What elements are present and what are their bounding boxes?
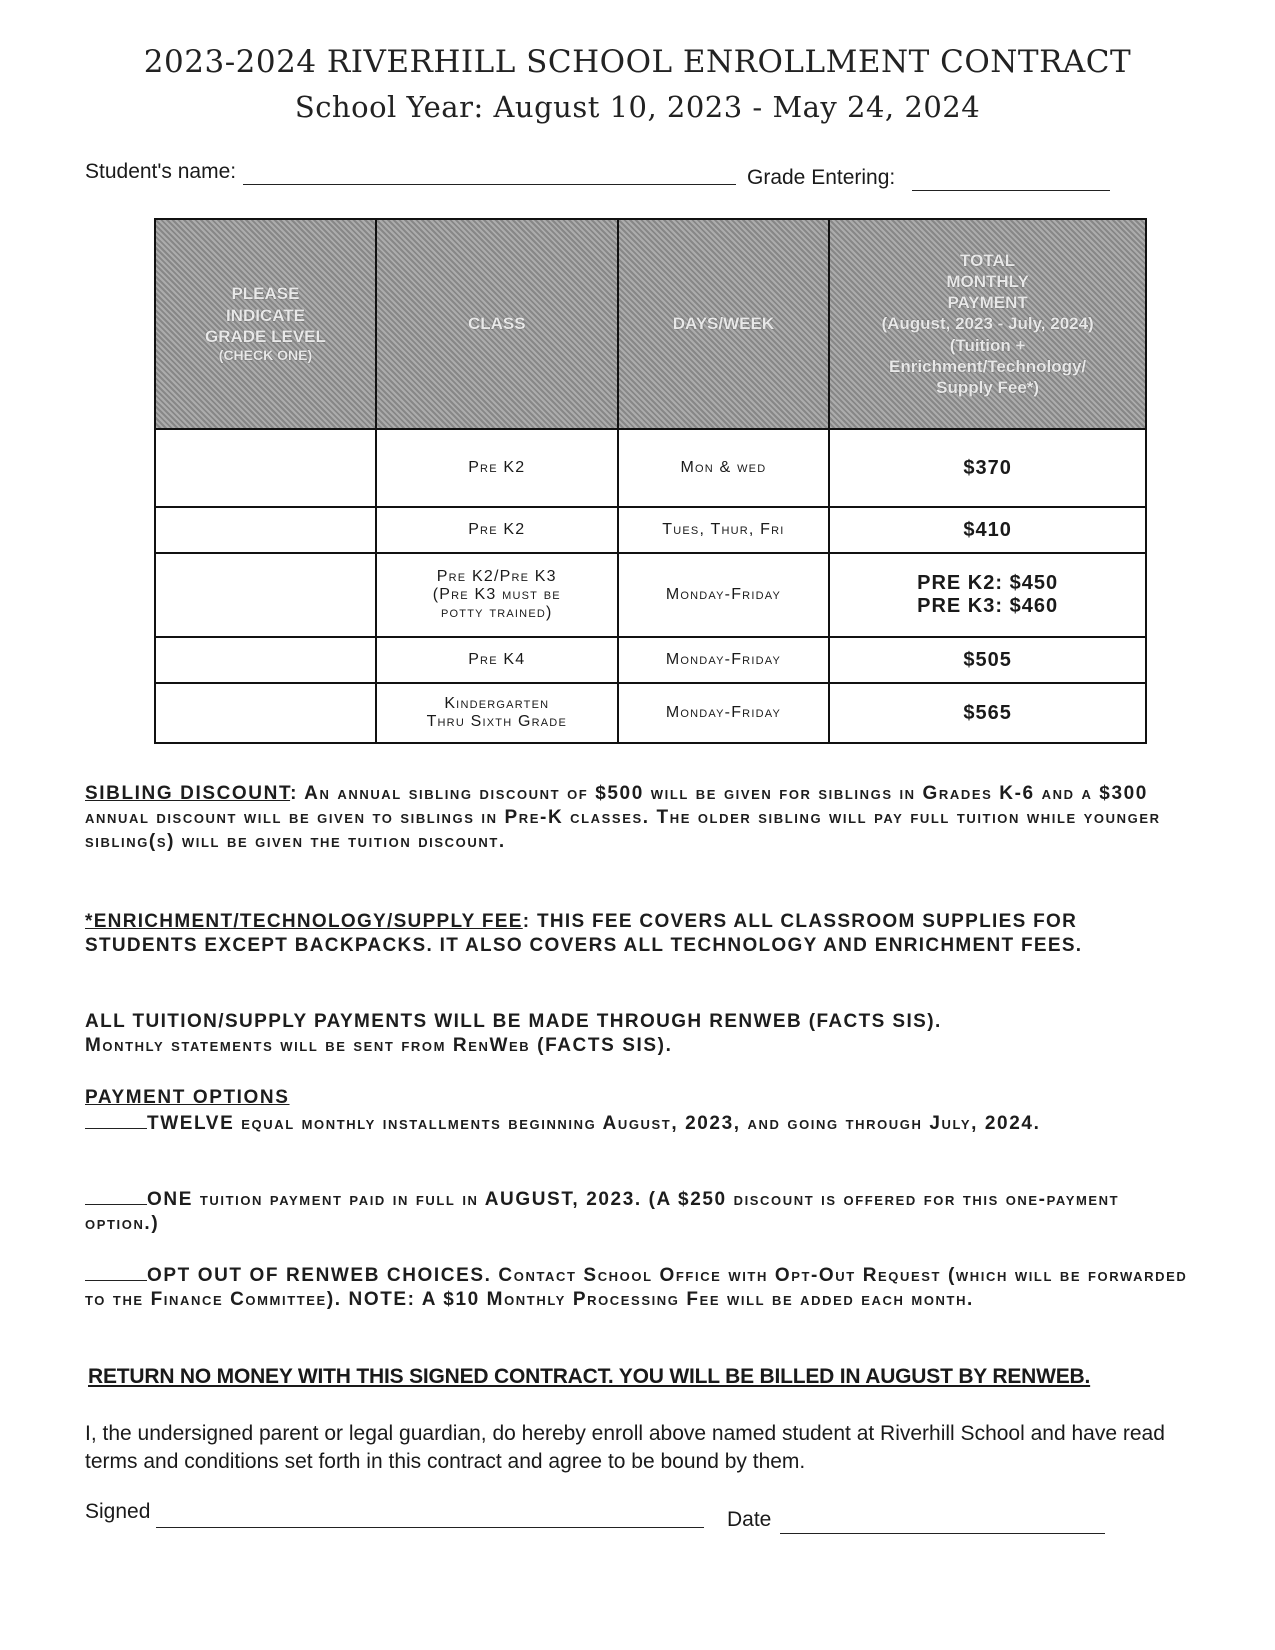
class-cell	[376, 683, 618, 743]
payment-option-opt-out	[85, 1262, 1195, 1312]
price-text: $565	[963, 701, 1012, 724]
header-text: PAYMENT	[947, 293, 1028, 313]
header-text: (August, 2023 - July, 2024)	[881, 314, 1094, 334]
days-text: Monday-Friday	[665, 651, 781, 668]
agreement-statement: I, the undersigned parent or legal guardian, do hereby enroll above named student at Riverhill School and have read terms and conditions set forth in this contract and agree to be bound by them.	[85, 1422, 1165, 1473]
option-one-blank[interactable]	[85, 1186, 147, 1205]
price-cell	[829, 429, 1146, 507]
class-text: (Pre K3 must be	[432, 586, 561, 603]
enrichment-fee-text: : THIS FEE COVERS ALL CLASSROOM SUPPLIES FOR STUDENTS EXCEPT BACKPACKS. IT ALSO COVERS ALL TECHNOLOGY AND ENRICHMENT FEES.	[85, 911, 1083, 956]
days-cell	[618, 683, 830, 743]
class-text: potty trained)	[441, 604, 553, 621]
table-row	[155, 637, 1146, 683]
sibling-discount-text: : An annual sibling discount of $500 will be given for siblings in Grades K-6 and a $300 annual discount will be given to siblings in Pre-K classes. The older sibling will pay full tuition while younger sibling(s) will be given the tuition discount.	[85, 783, 1161, 852]
grade-entering-label: Grade Entering:	[747, 166, 896, 189]
header-text: GRADE LEVEL	[205, 326, 326, 346]
grade-check-cell[interactable]	[155, 637, 376, 683]
school-year: School Year: August 10, 2023 - May 24, 2024	[294, 90, 981, 124]
grade-entering-field[interactable]	[912, 166, 1110, 191]
payment-options-heading: PAYMENT OPTIONS	[85, 1087, 290, 1108]
student-name-label: Student's name:	[85, 160, 237, 183]
price-text: PRE K2: $450	[917, 572, 1059, 594]
class-text: Kindergarten	[444, 695, 550, 712]
option-one-text: ONE tuition payment paid in full in AUGUST, 2023. (A $250 discount is offered for this one-payment option.)	[85, 1189, 1120, 1234]
header-text: TOTAL	[960, 250, 1016, 270]
renweb-line-2: Monthly statements will be sent from RenWeb (FACTS SIS).	[85, 1035, 673, 1056]
option-opt-out-text: OPT OUT OF RENWEB CHOICES. Contact School Office with Opt-Out Request (which will be forwarded to the Finance Committee). NOTE: A $10 Monthly Processing Fee will be added each month.	[85, 1265, 1188, 1310]
class-cell	[376, 429, 618, 507]
days-cell	[618, 507, 830, 553]
price-cell	[829, 683, 1146, 743]
price-text: $505	[963, 648, 1012, 671]
option-twelve-blank[interactable]	[85, 1110, 147, 1129]
header-text: PLEASE	[231, 284, 300, 304]
class-text: Thru Sixth Grade	[426, 713, 567, 730]
header-days-week	[618, 219, 830, 429]
enrichment-fee-paragraph	[85, 910, 1195, 958]
days-cell	[618, 637, 830, 683]
class-cell	[376, 637, 618, 683]
date-label: Date	[727, 1508, 772, 1531]
price-text: PRE K3: $460	[917, 595, 1059, 617]
table-row	[155, 683, 1146, 743]
header-grade-level	[155, 219, 376, 429]
table-row	[155, 553, 1146, 637]
grade-check-cell[interactable]	[155, 553, 376, 637]
price-cell	[829, 507, 1146, 553]
grade-check-cell[interactable]	[155, 507, 376, 553]
grade-check-cell[interactable]	[155, 683, 376, 743]
renweb-line-1: ALL TUITION/SUPPLY PAYMENTS WILL BE MADE THROUGH RENWEB (FACTS SIS).	[85, 1011, 942, 1032]
header-total-monthly-payment	[829, 219, 1146, 429]
header-text: Enrichment/Technology/	[889, 356, 1087, 376]
header-text: Supply Fee*)	[936, 378, 1040, 398]
days-text: Monday-Friday	[665, 586, 781, 603]
header-text: MONTHLY	[946, 271, 1029, 291]
header-text: (CHECK ONE)	[218, 347, 313, 364]
document-title: 2023-2024 RIVERHILL SCHOOL ENROLLMENT CONTRACT	[143, 44, 1132, 80]
class-text: Pre K2	[468, 459, 526, 476]
option-twelve-text: TWELVE equal monthly installments beginning August, 2023, and going through July, 2024.	[147, 1113, 1041, 1134]
signed-label: Signed	[85, 1500, 151, 1523]
tuition-table	[154, 218, 1147, 744]
price-text: $410	[963, 518, 1012, 541]
sibling-discount-heading: SIBLING DISCOUNT	[85, 783, 291, 804]
header-class	[376, 219, 618, 429]
payment-option-one	[85, 1186, 1195, 1236]
header-text: DAYS/WEEK	[672, 314, 775, 334]
payment-option-twelve	[85, 1110, 1195, 1136]
class-text: Pre K2/Pre K3	[436, 568, 557, 585]
class-text: Pre K4	[468, 651, 526, 668]
price-cell	[829, 637, 1146, 683]
price-cell	[829, 553, 1146, 637]
class-text: Pre K2	[468, 521, 526, 538]
header-text: (Tuition +	[949, 335, 1026, 355]
grade-check-cell[interactable]	[155, 429, 376, 507]
signature-field[interactable]	[156, 1503, 704, 1528]
table-header-row	[155, 219, 1146, 429]
option-opt-out-blank[interactable]	[85, 1262, 147, 1281]
sibling-discount-paragraph	[85, 782, 1195, 854]
days-text: Mon & wed	[680, 459, 767, 476]
class-cell	[376, 553, 618, 637]
price-text: $370	[963, 456, 1012, 479]
return-no-money-notice: RETURN NO MONEY WITH THIS SIGNED CONTRACT. YOU WILL BE BILLED IN AUGUST BY RENWEB.	[88, 1365, 1091, 1388]
table-row	[155, 507, 1146, 553]
header-text: INDICATE	[225, 305, 305, 325]
enrichment-fee-heading: *ENRICHMENT/TECHNOLOGY/SUPPLY FEE	[85, 911, 523, 932]
header-text: CLASS	[467, 314, 526, 334]
days-text: Tues, Thur, Fri	[662, 521, 785, 538]
student-name-field[interactable]	[243, 160, 736, 185]
class-cell	[376, 507, 618, 553]
days-cell	[618, 553, 830, 637]
days-text: Monday-Friday	[665, 704, 781, 721]
table-row	[155, 429, 1146, 507]
date-field[interactable]	[780, 1509, 1105, 1534]
days-cell	[618, 429, 830, 507]
